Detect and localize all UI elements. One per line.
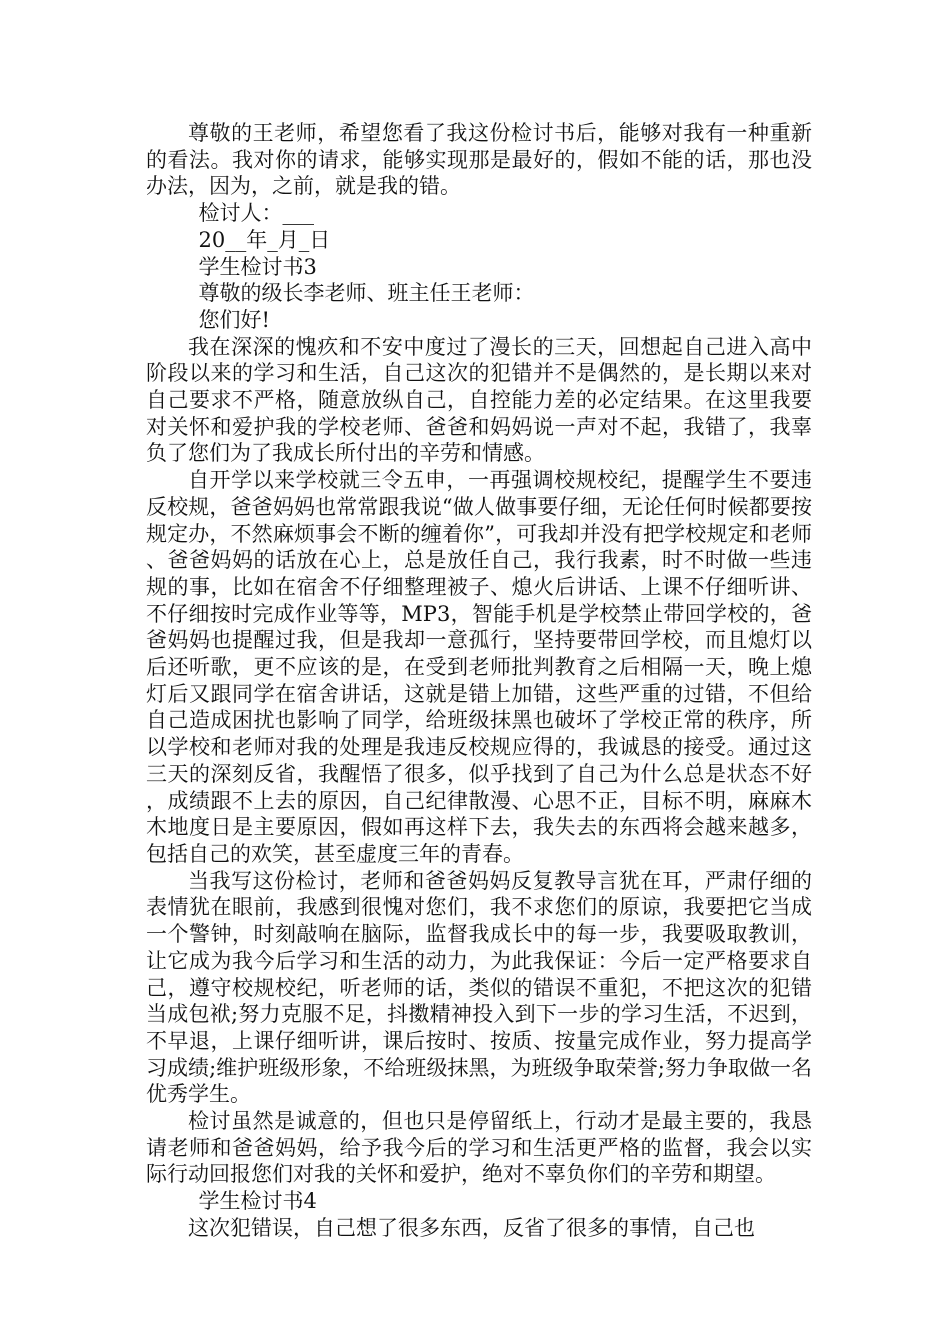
salutation: 尊敬的级长李老师、班主任王老师：	[198, 281, 535, 306]
section-heading-3: 学生检讨书3	[198, 254, 317, 279]
body-paragraph-3: 当我写这份检讨，老师和爸爸妈妈反复教导言犹在耳，严肃仔细的表情犹在眼前，我感到很愧对您们，我不求您们的原谅，我要把它当成一个警钟，时刻敲响在脑际，监督我成长中的每一步，我要吸取教训，让它成为我今后学习和生活的动力，为此我保证：今后一定严格要求自己，遵守校规校纪，听老师的话，类似的错误不重犯，不把这次的犯错当成包袱;努力克服不足，抖擞精神投入到下一步的学习生活，不迟到，不早退，上课仔细听讲，课后按时、按质、按量完成作业，努力提高学习成绩;维护班级形象，不给班级抹黑，为班级争取荣誉;努力争取做一名优秀学生。	[146, 868, 812, 1107]
closing-paragraph: 尊敬的王老师，希望您看了我这份检讨书后，能够对我有一种重新的看法。我对你的请求，能够实现那是最好的，假如不能的话，那也没办法，因为，之前，就是我的错。	[146, 121, 812, 199]
signature-line: 检讨人：___	[198, 201, 314, 226]
body-paragraph-1: 我在深深的愧疚和不安中度过了漫长的三天，回想起自己进入高中阶段以来的学习和生活，自己这次的犯错并不是偶然的，是长期以来对自己要求不严格，随意放纵自己，自控能力差的必定结果。在这里我要对关怀和爱护我的学校老师、爸爸和妈妈说一声对不起，我错了，我辜负了您们为了我成长所付出的辛劳和情感。	[146, 334, 812, 466]
document-page	[146, 120, 812, 1242]
date-line: 20__年_月_日	[198, 227, 331, 252]
body-paragraph-2: 自开学以来学校就三令五申，一再强调校规校纪，提醒学生不要违反校规，爸爸妈妈也常常跟我说“做人做事要仔细，无论任何时候都要按规定办，不然麻烦事会不断的缠着你”，可我却并没有把学校规定和老师、爸爸妈妈的话放在心上，总是放任自己，我行我素，时不时做一些违规的事，比如在宿舍不仔细整理被子、熄火后讲话、上课不仔细听讲、不仔细按时完成作业等等，MP3，智能手机是学校禁止带回学校的，爸爸妈妈也提醒过我，但是我却一意孤行，坚持要带回学校，而且熄灯以后还听歌，更不应该的是，在受到老师批判教育之后相隔一天，晚上熄灯后又跟同学在宿舍讲话，这就是错上加错，这些严重的过错，不但给自己造成困扰也影响了同学，给班级抹黑也破坏了学校正常的秩序，所以学校和老师对我的处理是我违反校规应得的，我诚恳的接受。通过这三天的深刻反省，我醒悟了很多，似乎找到了自己为什么总是状态不好，成绩跟不上去的原因，自己纪律散漫、心思不正，目标不明，麻麻木木地度日是主要原因，假如再这样下去，我失去的东西将会越来越多，包括自己的欢笑，甚至虚度三年的青春。	[146, 468, 812, 866]
greeting: 您们好!	[198, 307, 270, 332]
section-heading-4: 学生检讨书4	[198, 1189, 317, 1214]
body-paragraph-4: 检讨虽然是诚意的，但也只是停留纸上，行动才是最主要的，我恳请老师和爸爸妈妈，给予我今后的学习和生活更严格的监督，我会以实际行动回报您们对我的关怀和爱护，绝对不辜负你们的辛劳和期望。	[146, 1109, 812, 1187]
body-paragraph-5: 这次犯错误，自己想了很多东西，反省了很多的事情，自己也	[188, 1215, 755, 1240]
